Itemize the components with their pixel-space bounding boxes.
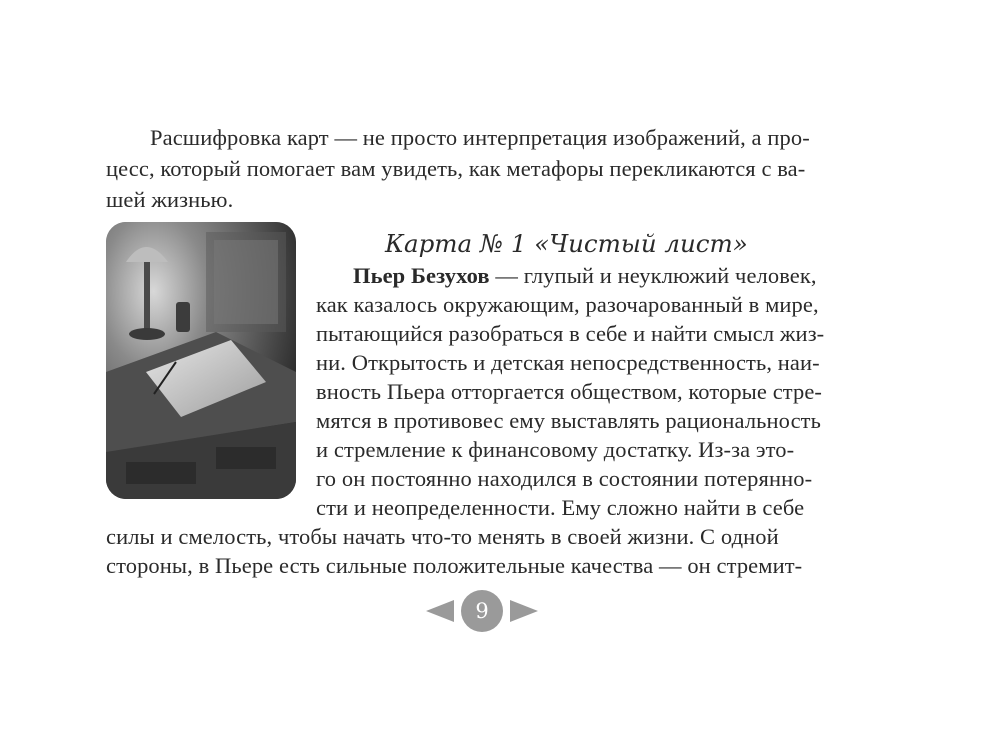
intro-line-3: шей жизнью. bbox=[106, 187, 234, 212]
card-line-4: ни. Открытость и детская непосредственность, наи- bbox=[316, 350, 820, 375]
card-line-9: сти и неопределенности. Ему сложно найти в себе bbox=[316, 495, 805, 520]
character-name: Пьер Безухов bbox=[353, 263, 490, 288]
card-line-10: силы и смелость, чтобы начать что-то менять в своей жизни. С одной bbox=[106, 524, 779, 549]
arrow-right-icon[interactable] bbox=[510, 600, 538, 622]
arrow-left-icon[interactable] bbox=[426, 600, 454, 622]
intro-line-1: Расшифровка карт — не просто интерпретация изображений, а про- bbox=[150, 125, 810, 150]
card-line-3: пытающийся разобраться в себе и найти смысл жиз- bbox=[316, 321, 825, 346]
card-line-8: го он постоянно находился в состоянии потерянно- bbox=[316, 466, 813, 491]
card-line-11: стороны, в Пьере есть сильные положительные качества — он стремит- bbox=[106, 553, 803, 578]
card-illustration bbox=[106, 222, 296, 499]
card-line-1-text: — глупый и неуклюжий человек, bbox=[489, 263, 817, 288]
card-line-5: вность Пьера отторгается обществом, которые стре- bbox=[316, 379, 823, 404]
card-line-2: как казалось окружающим, разочарованный в мире, bbox=[316, 292, 819, 317]
card-line-7: и стремление к финансовому достатку. Из-за это- bbox=[316, 437, 795, 462]
card-line-1 bbox=[353, 262, 817, 290]
card-line-6: мятся в противовес ему выставлять рациональность bbox=[316, 408, 821, 433]
intro-line-2: цесс, который помогает вам увидеть, как метафоры перекликаются с ва- bbox=[106, 156, 806, 181]
card-title: Карта № 1 «Чистый лист» bbox=[385, 229, 748, 258]
page-navigation bbox=[426, 590, 538, 632]
page-number: 9 bbox=[461, 590, 503, 632]
